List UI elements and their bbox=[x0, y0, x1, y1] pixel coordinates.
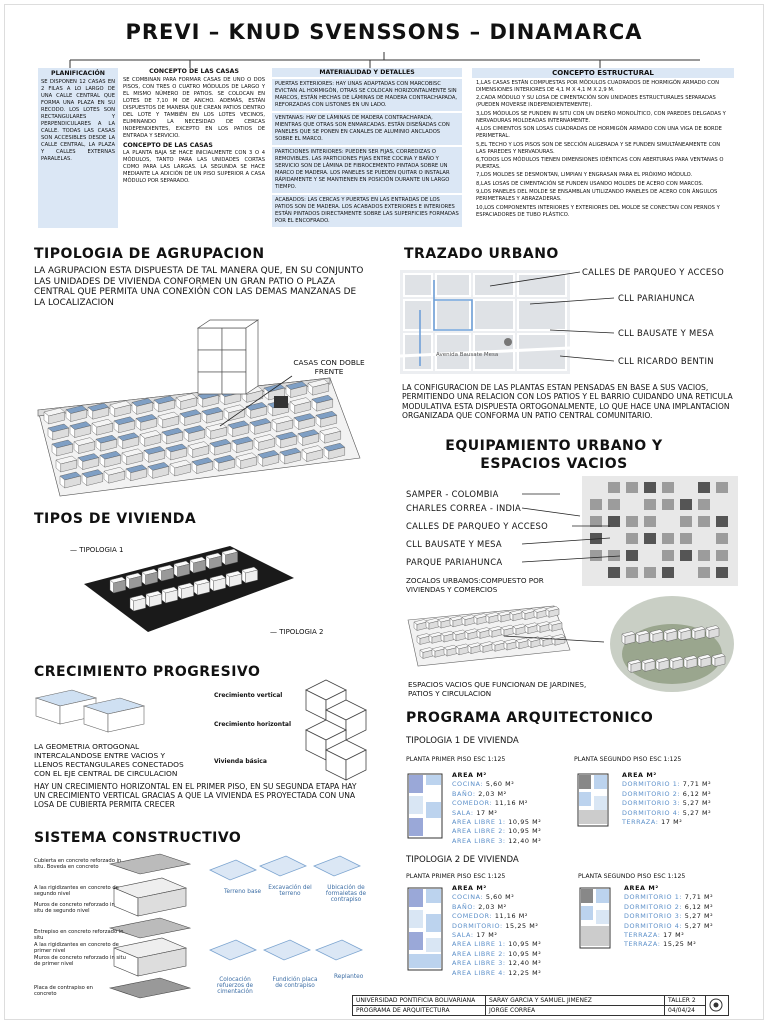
crecimiento-horizontal-label: Crecimiento horizontal bbox=[214, 721, 292, 728]
urban-block bbox=[644, 482, 656, 493]
t2-heading: TIPOLOGIA 2 DE VIVIENDA bbox=[406, 855, 519, 865]
room-name: DORMITORIO: bbox=[452, 921, 506, 930]
urban-block bbox=[644, 516, 656, 527]
footer-date: 04/04/24 bbox=[665, 1006, 706, 1016]
room-area: 5,60 M² bbox=[485, 893, 515, 902]
urban-block bbox=[680, 499, 692, 510]
room-row bbox=[452, 931, 541, 940]
concepto-casas-box bbox=[120, 68, 268, 228]
room-name: DORMITORIO 2: bbox=[622, 789, 683, 798]
agrupacion-illustration bbox=[30, 318, 370, 502]
sistema-label-cubierta: Cubierta en concreto reforzado in situ. Boveda en concreto bbox=[34, 858, 122, 871]
urban-block bbox=[680, 550, 692, 561]
room-row bbox=[622, 790, 711, 799]
urban-block bbox=[698, 550, 710, 561]
tipos-vivienda-heading: TIPOS DE VIVIENDA bbox=[34, 511, 197, 527]
room-row bbox=[452, 827, 541, 836]
sistema-label-entrepiso: Entrepiso en concreto reforzado in situ bbox=[34, 929, 124, 942]
urban-block bbox=[716, 482, 728, 493]
concepto-estructural-item: 5,EL TECHO Y LOS PISOS SON DE SECCIÓN ALIGERADA Y SE FUNDEN SIMULTÁNEAMENTE CON LAS PAREDES Y NERVADURAS. bbox=[476, 141, 721, 155]
room-row bbox=[452, 809, 541, 818]
room-name: AREA LIBRE 3: bbox=[452, 836, 509, 845]
t2-rooms-1: AREA M² COCINA: 5,60 M² BAÑO: 2,03 M² COMEDOR: 11,16 M² DORMITORIO: 15,25 M² SALA: 17 M² AREA LIBRE 1: 10,95 M² AREA LIBRE 2: 10,95 M² AREA LIBRE 3: 12,40 M² AREA LIBRE 4: 12,25 M² bbox=[452, 884, 542, 977]
room-row bbox=[622, 780, 711, 789]
room-area: 5,27 M² bbox=[682, 799, 712, 808]
room-row bbox=[452, 969, 541, 978]
trazado-urbano-heading: TRAZADO URBANO bbox=[404, 246, 559, 262]
planificacion-box bbox=[38, 68, 118, 228]
step-replanteo: Replanteo bbox=[334, 974, 364, 980]
concepto-estructural-item: 4,LOS CIMIENTOS SON LOSAS CUADRADAS DE HORMIGÓN ARMADO CON UNA VIGA DE BORDE PERIMETRAL. bbox=[476, 126, 722, 140]
t1-plan1-title: PLANTA PRIMER PISO ESC 1:125 bbox=[406, 756, 506, 763]
room-row bbox=[452, 780, 541, 789]
footer-program: PROGRAMA DE ARQUITECTURA bbox=[353, 1006, 486, 1016]
equipamiento-heading: EQUIPAMIENTO URBANO Y ESPACIOS VACIOS bbox=[445, 438, 663, 472]
room-row bbox=[624, 893, 713, 902]
sistema-label-muros-2: Muros de concreto reforzado in situ de segundo nivel bbox=[34, 902, 115, 915]
tipologia-agrupacion-text: LA AGRUPACION ESTA DISPUESTA DE TAL MANERA QUE, EN SU CONJUNTO LAS UNIDADES DE VIVIENDA CONFORMEN UN GRAN PATIO O PLAZA CENTRAL QUE PERMITA UNA CONEXIÓN CON LAS DEMAS MANZANAS DE LA LOCALIZACION bbox=[34, 266, 364, 308]
room-name: AREA LIBRE 2: bbox=[452, 949, 509, 958]
concepto-casas-text-2: LA PLANTA BAJA SE HACE INICIALMENTE CON 3 O 4 MÓDULOS, TANTO PARA LAS UNIDADES CORTAS COMO PARA LAS LARGAS. LA SEGUNDA SE HACE MEDIANTE LA ADICIÓN DE UN PISO SUPERIOR A CASA MÓDULO POR SEPARADO. bbox=[123, 150, 265, 184]
urban-block bbox=[716, 516, 728, 527]
concepto-estructural-item: 2,CADA MÓDULO Y SU LOSA DE CIMENTACIÓN SON UNIDADES ESTRUCTURALES SEPARADAS (PUEDEN MOVERSE INDEPENDIENTEMENTE). bbox=[476, 95, 716, 109]
concepto-estructural-item: 9,LOS PANELES DEL MOLDE SE ENSAMBLAN UTILIZANDO PANELES DE ACERO CON ÁNGULOS PERIMETRALES Y ABRAZADERAS. bbox=[476, 189, 718, 203]
room-name: SALA: bbox=[452, 931, 477, 940]
concepto-estructural-item: 6,TODOS LOS MÓDULOS TIENEN DIMENSIONES IDÉNTICAS CON ABERTURAS PARA VENTANAS O PUERTAS. bbox=[476, 156, 724, 170]
trazado-text: LA CONFIGURACION DE LAS PLANTAS ESTAN PENSADAS EN BASE A SUS VACIOS, PERMITIENDO UNA RELACION CON LOS PATIOS Y EL BARRIO CUIDANDO UNA RETICULA MODULATIVA ESTA DISPUESTA ORTOGONALMENTE, LO QUE HACE UNA IMPLANTACION ORGANIZADA QUE CONFORMA UN PATIO CENTRAL COMUNITARIO. bbox=[402, 383, 733, 421]
room-name: AREA LIBRE 1: bbox=[452, 940, 509, 949]
trazado-label-parqueo: CALLES DE PARQUEO Y ACCESO bbox=[582, 267, 724, 277]
materialidad-p4: ACABADOS: LAS CERCAS Y PUERTAS EN LAS ENTRADAS DE LOS PATIOS SON DE MADERA. LOS ACABADOS EXTERIORES E INTERIORES ESTÁN PINTADOS DIRECTAMENTE SOBRE LAS SUPERFICIES FORMADAS POR EL ENCOFRADO. bbox=[272, 195, 462, 227]
concepto-estructural-box bbox=[472, 68, 734, 236]
room-name: COCINA: bbox=[452, 780, 486, 789]
step-fundicion: Fundición placa de contrapiso bbox=[272, 977, 318, 989]
footer-university: UNIVERSIDAD PONTIFICIA BOLIVARIANA bbox=[353, 996, 486, 1006]
room-area: 7,71 M² bbox=[682, 780, 712, 789]
t1-plan1-drawing bbox=[406, 772, 446, 840]
room-area: 10,95 M² bbox=[508, 949, 542, 958]
sistema-label-placa: Placa de contrapiso en concreto bbox=[34, 985, 93, 998]
room-area: 5,60 M² bbox=[485, 780, 515, 789]
room-area: 17 M² bbox=[661, 818, 683, 827]
room-row bbox=[624, 931, 713, 940]
room-name: DORMITORIO 3: bbox=[622, 799, 683, 808]
t2-plan2-title: PLANTA SEGUNDO PISO ESC 1:125 bbox=[578, 873, 686, 880]
equip-label-bausate: CLL BAUSATE Y MESA bbox=[406, 539, 502, 549]
t1-rooms-2: AREA M² DORMITORIO 1: 7,71 M² DORMITORIO 2: 6,12 M² DORMITORIO 3: 5,27 M² DORMITORIO 4: 5,27 M² TERRAZA: 17 M² bbox=[622, 771, 712, 827]
room-name: SALA: bbox=[452, 808, 477, 817]
espacios-vacios-text: ESPACIOS VACIOS QUE FUNCIONAN DE JARDINES, PATIOS Y CIRCULACION bbox=[408, 680, 587, 698]
footer-teacher: JORGE CORREA bbox=[486, 1006, 665, 1016]
urban-block bbox=[698, 499, 710, 510]
concepto-estructural-item: 7,LOS MOLDES SE DESMONTAN, LIMPIAN Y ENGRASAN PARA EL PRÓXIMO MÓDULO. bbox=[476, 172, 693, 179]
footer-table bbox=[352, 995, 729, 1016]
zocalos-leader bbox=[500, 632, 610, 652]
concepto-estructural-heading: CONCEPTO ESTRUCTURAL bbox=[472, 68, 734, 78]
room-row bbox=[452, 903, 541, 912]
room-area: 7,71 M² bbox=[684, 893, 714, 902]
room-row bbox=[452, 818, 541, 827]
room-area: 6,12 M² bbox=[684, 902, 714, 911]
urban-block bbox=[662, 567, 674, 578]
urban-block bbox=[680, 516, 692, 527]
room-name: BAÑO: bbox=[452, 902, 479, 911]
crecimiento-vertical-label: Crecimiento vertical bbox=[214, 692, 283, 699]
room-area: 17 M² bbox=[663, 931, 685, 940]
equip-label-pariahunca: PARQUE PARIAHUNCA bbox=[406, 557, 503, 567]
concepto-estructural-list bbox=[472, 78, 734, 222]
t2-plan2-drawing bbox=[578, 886, 618, 950]
room-area: 15,25 M² bbox=[663, 940, 697, 949]
urban-block bbox=[644, 567, 656, 578]
step-excavacion: Excavación del terreno bbox=[268, 885, 312, 897]
sistema-label-rigidizantes-2: A las rigidizantes en concreto de segundo nivel bbox=[34, 885, 119, 898]
room-name: DORMITORIO 2: bbox=[624, 902, 685, 911]
t1-plan2-drawing bbox=[576, 772, 616, 828]
footer-taller: TALLER 2 bbox=[665, 996, 706, 1006]
urban-block bbox=[680, 533, 692, 544]
room-area: 2,03 M² bbox=[478, 902, 507, 911]
urban-block bbox=[662, 550, 674, 561]
room-area: 6,12 M² bbox=[682, 789, 712, 798]
room-area: 5,27 M² bbox=[682, 808, 712, 817]
vivienda-basica-label: Vivienda básica bbox=[214, 758, 267, 765]
urban-block bbox=[698, 516, 710, 527]
footer-authors: SARAY GARCIA Y SAMUEL JIMENEZ bbox=[486, 996, 665, 1006]
step-formaletas: Ubicación de formaletas de contrapiso bbox=[325, 885, 367, 903]
urban-block bbox=[644, 499, 656, 510]
urban-block bbox=[716, 550, 728, 561]
tipologia-1-label: — TIPOLOGIA 1 bbox=[70, 546, 124, 554]
room-name: DORMITORIO 1: bbox=[622, 780, 683, 789]
room-row bbox=[452, 959, 541, 968]
urban-block bbox=[662, 499, 674, 510]
materialidad-p2: VENTANAS: HAY DE LÁMINAS DE MADERA CONTRACHAPADA, MIENTRAS QUE OTRAS SON ENMARCADAS. ESTÁN DISEÑADAS CON PANELES QUE SE PONEN EN CANALES DE ALUMINIO ANCLADOS SOBRE EL MARCO. bbox=[272, 113, 462, 145]
room-row bbox=[624, 922, 713, 931]
t2-plan1-title: PLANTA PRIMER PISO ESC 1:125 bbox=[406, 873, 506, 880]
room-row bbox=[622, 799, 711, 808]
trazado-label-bausate: CLL BAUSATE Y MESA bbox=[618, 328, 714, 338]
footer-logo bbox=[706, 996, 729, 1016]
room-row bbox=[624, 903, 713, 912]
materialidad-heading: MATERIALIDAD Y DETALLES bbox=[272, 68, 462, 77]
room-row bbox=[452, 790, 541, 799]
room-name: AREA LIBRE 3: bbox=[452, 959, 509, 968]
room-row bbox=[452, 950, 541, 959]
poster-title: PREVI – KNUD SVENSSONS – DINAMARCA bbox=[125, 20, 643, 44]
room-row bbox=[624, 912, 713, 921]
t2-plan1-drawing bbox=[406, 886, 446, 972]
room-name: DORMITORIO 4: bbox=[624, 921, 685, 930]
room-name: AREA LIBRE 1: bbox=[452, 818, 509, 827]
concepto-casas-heading-2: CONCEPTO DE LAS CASAS bbox=[123, 142, 213, 149]
urban-block bbox=[662, 482, 674, 493]
room-area: 10,95 M² bbox=[508, 818, 542, 827]
planificacion-heading: PLANIFICACIÓN bbox=[51, 70, 105, 77]
crecimiento-stack-illustration bbox=[296, 676, 368, 796]
urban-block bbox=[716, 567, 728, 578]
room-name: BAÑO: bbox=[452, 789, 479, 798]
room-name: TERRAZA: bbox=[624, 940, 664, 949]
room-area: 17 M² bbox=[476, 808, 498, 817]
equipamiento-leader-lines bbox=[520, 486, 640, 576]
equip-label-samper: SAMPER - COLOMBIA bbox=[406, 489, 499, 499]
t2-rooms-2: AREA M² DORMITORIO 1: 7,71 M² DORMITORIO 2: 6,12 M² DORMITORIO 3: 5,27 M² DORMITORIO 4: 5,27 M² TERRAZA: 17 M² TERRAZA: 15,25 M² bbox=[624, 884, 714, 949]
room-area: 12,40 M² bbox=[508, 959, 542, 968]
room-name: COMEDOR: bbox=[452, 799, 495, 808]
planificacion-text: SE DISPONEN 12 CASAS EN 2 FILAS A LO LARGO DE UNA CALLE CENTRAL QUE FORMA UNA PLAZA EN SU RECODO. LOS LOTES SON RECTANGULARES Y PERPENDICULARES A LA CALLE. TODAS LAS CASAS SON ACCESIBLES DESDE LA CALLE CENTRAL, LA PLAZA Y CALLES EXTERNAS PARALELAS. bbox=[41, 79, 115, 162]
equip-label-correa: CHARLES CORREA - INDIA bbox=[406, 503, 522, 513]
room-row bbox=[622, 818, 711, 827]
sistema-heading: SISTEMA CONSTRUCTIVO bbox=[34, 830, 242, 846]
room-area: 17 M² bbox=[476, 931, 498, 940]
room-area: 10,95 M² bbox=[508, 940, 542, 949]
materialidad-box bbox=[272, 68, 462, 232]
concepto-estructural-item: 3,LOS MÓDULOS SE FUNDEN IN SITU CON UN DISEÑO MONOLÍTICO, CON PAREDES DELGADAS Y NERVADURAS MOLDEADAS INTERNAMENTE. bbox=[476, 110, 726, 124]
room-name: DORMITORIO 1: bbox=[624, 893, 685, 902]
concepto-casas-text: SE COMBINAN PARA FORMAR CASAS DE UNO O DOS PISOS, CON TRES O CUATRO MÓDULOS DE LARGO Y EL MISMO NÚMERO DE PATIOS. SE COLOCAN EN LOTES DE 7,10 M DE ANCHO. ADEMÁS, ESTÁN DISPUESTOS DE MANERA QUE CREAN PATIOS DENTRO DEL LOTE Y TAMBIÉN EN LOS LOTES VECINOS, ELIMINANDO LA NECESIDAD DE CERCAS INDEPENDIENTES, EXCEPTO EN LOS PATIOS DE ENTRADA Y SERVICIO. bbox=[123, 77, 265, 139]
room-row bbox=[452, 799, 541, 808]
room-row bbox=[452, 893, 541, 902]
zocalos-text: ZOCALOS URBANOS:COMPUESTO POR VIVIENDAS Y COMERCIOS bbox=[406, 576, 544, 594]
urban-block bbox=[698, 482, 710, 493]
university-seal-icon bbox=[709, 998, 723, 1012]
concepto-casas-heading: CONCEPTO DE LAS CASAS bbox=[149, 68, 239, 75]
tipologia-2-label: — TIPOLOGIA 2 bbox=[270, 628, 324, 636]
map-street-label: Avenida Bausate Mesa bbox=[436, 352, 499, 358]
concepto-estructural-item: 8,LAS LOSAS DE CIMENTACIÓN SE FUNDEN USANDO MOLDES DE ACERO CON MARCOS. bbox=[476, 180, 704, 187]
step-terreno: Terreno base bbox=[224, 889, 262, 895]
crecimiento-blocks-illustration bbox=[32, 684, 158, 738]
urban-block bbox=[698, 567, 710, 578]
urban-block bbox=[644, 533, 656, 544]
room-name: TERRAZA: bbox=[624, 931, 664, 940]
room-area: 15,25 M² bbox=[505, 921, 539, 930]
room-name: AREA LIBRE 4: bbox=[452, 968, 509, 977]
room-name: DORMITORIO 3: bbox=[624, 912, 685, 921]
room-row bbox=[452, 940, 541, 949]
tipos-vivienda-illustration bbox=[80, 528, 300, 638]
doble-frente-callout: CASAS CON DOBLE FRENTE bbox=[293, 358, 365, 376]
room-name: TERRAZA: bbox=[622, 818, 662, 827]
urban-block bbox=[662, 533, 674, 544]
equip-label-parqueo: CALLES DE PARQUEO Y ACCESO bbox=[406, 521, 548, 531]
sistema-label-rigidizantes-1: A las rigidizantes en concreto de primer nivel bbox=[34, 942, 119, 955]
room-area: 12,25 M² bbox=[508, 968, 542, 977]
tipologia-agrupacion-heading: TIPOLOGIA DE AGRUPACION bbox=[34, 246, 265, 262]
trazado-leader-lines bbox=[430, 264, 620, 374]
room-area: 5,27 M² bbox=[684, 921, 714, 930]
room-area: 10,95 M² bbox=[508, 827, 542, 836]
programa-heading: PROGRAMA ARQUITECTONICO bbox=[406, 710, 654, 726]
room-area: 5,27 M² bbox=[684, 912, 714, 921]
room-name: COMEDOR: bbox=[452, 912, 495, 921]
concepto-estructural-item: 10,LOS COMPONENTES INTERIORES Y EXTERIORES DEL MOLDE SE CONECTAN CON PERNOS Y ESPACIADORES DE TUBO PLÁSTICO. bbox=[476, 204, 720, 218]
materialidad-p3: PARTICIONES INTERIORES: PUEDEN SER FIJAS, CORREDIZAS O REMOVIBLES. LAS PARTICIONES FIJAS ENTRE COCINA Y BAÑO Y SERVICIO SON DE LÁMINA DE FIBROCEMENTO PINTADA SOBRE UN MARCO DE MADERA. LOS PANELES SE PUEDEN QUITAR O INSTALAR RÁPIDAMENTE Y SE MANTIENEN EN POSICIÓN DURANTE UN LARGO TIEMPO. bbox=[272, 147, 462, 193]
room-row bbox=[452, 912, 541, 921]
room-row bbox=[452, 837, 541, 846]
t1-plan2-title: PLANTA SEGUNDO PISO ESC 1:125 bbox=[574, 756, 682, 763]
trazado-label-pariahunca: CLL PARIAHUNCA bbox=[618, 293, 695, 303]
room-name: AREA LIBRE 2: bbox=[452, 827, 509, 836]
room-area: 12,40 M² bbox=[508, 836, 542, 845]
room-name: COCINA: bbox=[452, 893, 486, 902]
trazado-label-bentin: CLL RICARDO BENTIN bbox=[618, 356, 714, 366]
crecimiento-text-1: LA GEOMETRIA ORTOGONAL INTERCALANDOSE ENTRE VACIOS Y LLENOS RECTANGULARES CONECTADOS CON EL EJE CENTRAL DE CIRCULACION bbox=[34, 742, 184, 778]
sistema-label-muros-1: Muros de concreto reforzado in situ de primer nivel bbox=[34, 955, 126, 968]
room-row bbox=[452, 922, 541, 931]
room-name: DORMITORIO 4: bbox=[622, 808, 683, 817]
room-area: 11,16 M² bbox=[494, 912, 529, 921]
room-area: 2,03 M² bbox=[478, 789, 507, 798]
crecimiento-text-2: HAY UN CRECIMIENTO HORIZONTAL EN EL PRIMER PISO, EN SU SEGUNDA ETAPA HAY UN CRECIMIENTO VERTICAL GRACIAS A QUE LA VIVIENDA ES PROYECTADA CON UNA LOSA DE CUBIERTA PERMITA CRECER bbox=[34, 782, 357, 810]
t1-rooms-1: AREA M² COCINA: 5,60 M² BAÑO: 2,03 M² COMEDOR: 11,16 M² SALA: 17 M² AREA LIBRE 1: 10,95 M² AREA LIBRE 2: 10,95 M² AREA LIBRE 3: 12,40 M² bbox=[452, 771, 542, 845]
concepto-estructural-item: 1,LAS CASAS ESTÁN COMPUESTAS POR MÓDULOS CUADRADOS DE HORMIGÓN ARMADO CON DIMENSIONES INTERIORES DE 4,1 M X 4,1 M X 2,9 M. bbox=[476, 80, 719, 93]
room-row bbox=[624, 940, 713, 949]
t1-heading: TIPOLOGIA 1 DE VIVIENDA bbox=[406, 736, 519, 746]
materialidad-p1: PUERTAS EXTERIORES: HAY UNAS ADAPTADAS CON MARCOBISC EVICTAN AL HORMIGÓN, OTRAS SE COLOCAN HORIZONTALMENTE SIN MARCOS, ESTÁN HECHAS DE LÁMINAS DE MADERA CONTRACHAPADA, REFORZADAS CON LISTONES EN UN LADO. bbox=[272, 79, 462, 111]
room-row bbox=[622, 809, 711, 818]
sistema-steps-illustration bbox=[206, 852, 370, 992]
urban-block bbox=[716, 533, 728, 544]
room-area: 11,16 M² bbox=[494, 799, 529, 808]
crecimiento-heading: CRECIMIENTO PROGRESIVO bbox=[34, 664, 261, 680]
render-photo bbox=[608, 594, 736, 694]
step-refuerzos: Colocación refuerzos de cimentación bbox=[216, 977, 254, 995]
